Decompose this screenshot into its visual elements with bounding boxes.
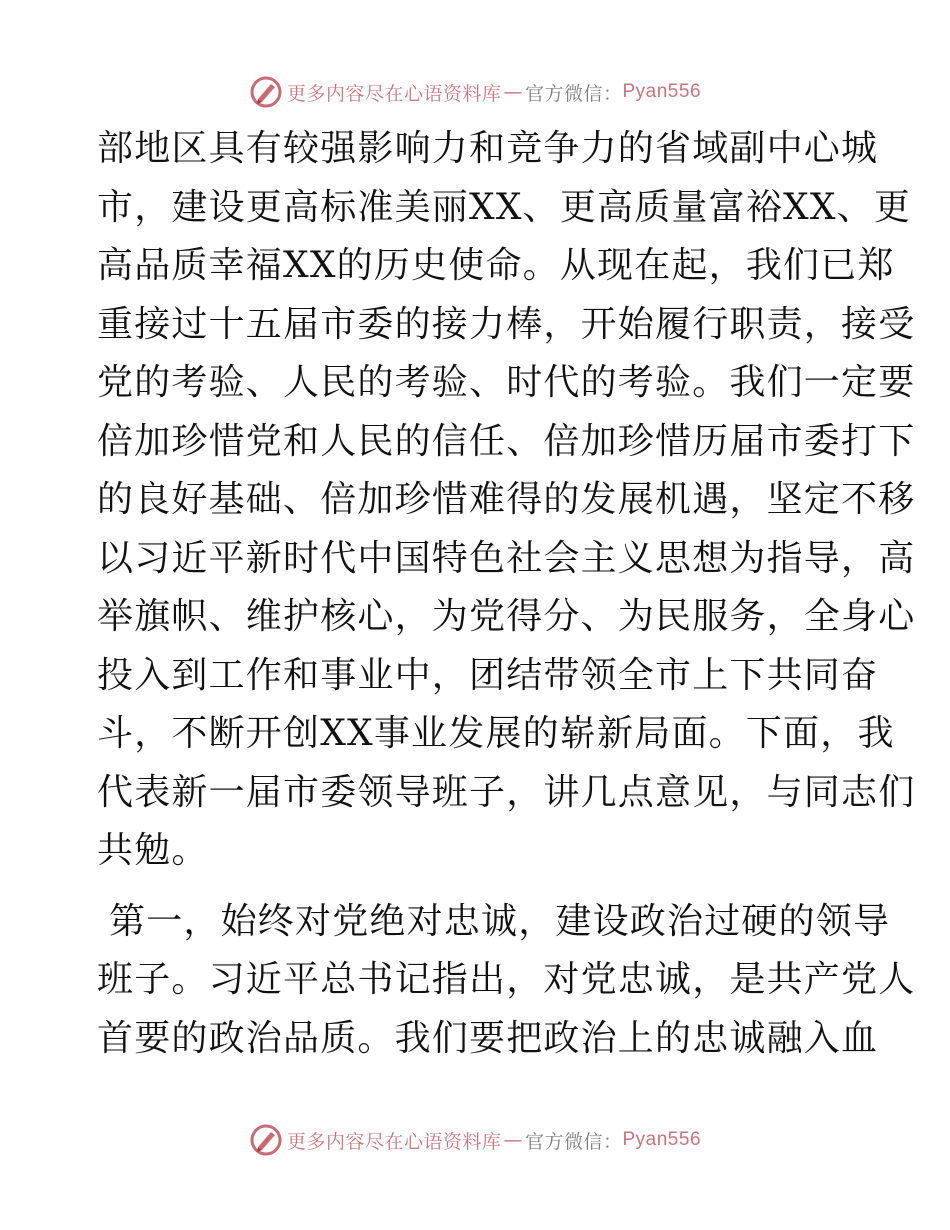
- watermark-dash: —: [503, 81, 523, 103]
- logo-icon: [249, 1123, 283, 1157]
- text-line: 斗，不断开创XX事业发展的崭新局面。下面，我: [97, 713, 895, 754]
- watermark-label: 官方微信：: [524, 1130, 623, 1153]
- watermark-dash: —: [503, 1129, 523, 1151]
- text-line: 代表新一届市委领导班子，讲几点意见，与同志们: [97, 771, 916, 813]
- text-line: 市，建设更高标准美丽XX、更高质量富裕XX、更: [97, 186, 912, 228]
- document-body: [97, 120, 916, 1068]
- text-line: 党的考验、人民的考验、时代的考验。我们一定要: [97, 362, 916, 403]
- text-line: 班子。习近平总书记指出，对党忠诚，是共产党人: [97, 959, 916, 1000]
- text-line: 举旗帜、维护核心，为党得分、为民服务，全身心: [97, 596, 916, 637]
- text-line: 部地区具有较强影响力和竞争力的省域副中心城: [97, 128, 879, 169]
- text-line: 第一，始终对党绝对忠诚，建设政治过硬的领导: [109, 900, 891, 942]
- watermark-account: Pyan556: [622, 81, 702, 102]
- logo-icon: [249, 75, 283, 109]
- paragraph-gap: [97, 881, 857, 893]
- paragraph-2: [97, 893, 916, 1069]
- watermark-prefix: 更多内容尽在心语资料库: [286, 1130, 502, 1153]
- text-line: 以习近平新时代中国特色社会主义思想为指导，高: [97, 537, 916, 579]
- watermark-account: Pyan556: [622, 1129, 702, 1150]
- text-line: 投入到工作和事业中，团结带领全市上下共同奋: [97, 654, 879, 696]
- watermark-prefix: 更多内容尽在心语资料库: [286, 82, 502, 105]
- footer-watermark: [0, 1120, 950, 1160]
- text-line: 高品质幸福XX的历史使命。从现在起，我们已郑: [97, 245, 895, 286]
- text-line: 首要的政治品质。我们要把政治上的忠诚融入血: [97, 1017, 879, 1059]
- text-line: 的良好基础、倍加珍惜难得的发展机遇，坚定不移: [97, 479, 916, 520]
- text-line: 重接过十五届市委的接力棒，开始履行职责，接受: [97, 303, 916, 345]
- watermark-label: 官方微信：: [524, 82, 623, 105]
- header-watermark: [0, 72, 950, 112]
- text-line: 共勉。: [97, 830, 209, 871]
- text-line: 倍加珍惜党和人民的信任、倍加珍惜历届市委打下: [97, 420, 916, 462]
- paragraph-1: [97, 120, 916, 881]
